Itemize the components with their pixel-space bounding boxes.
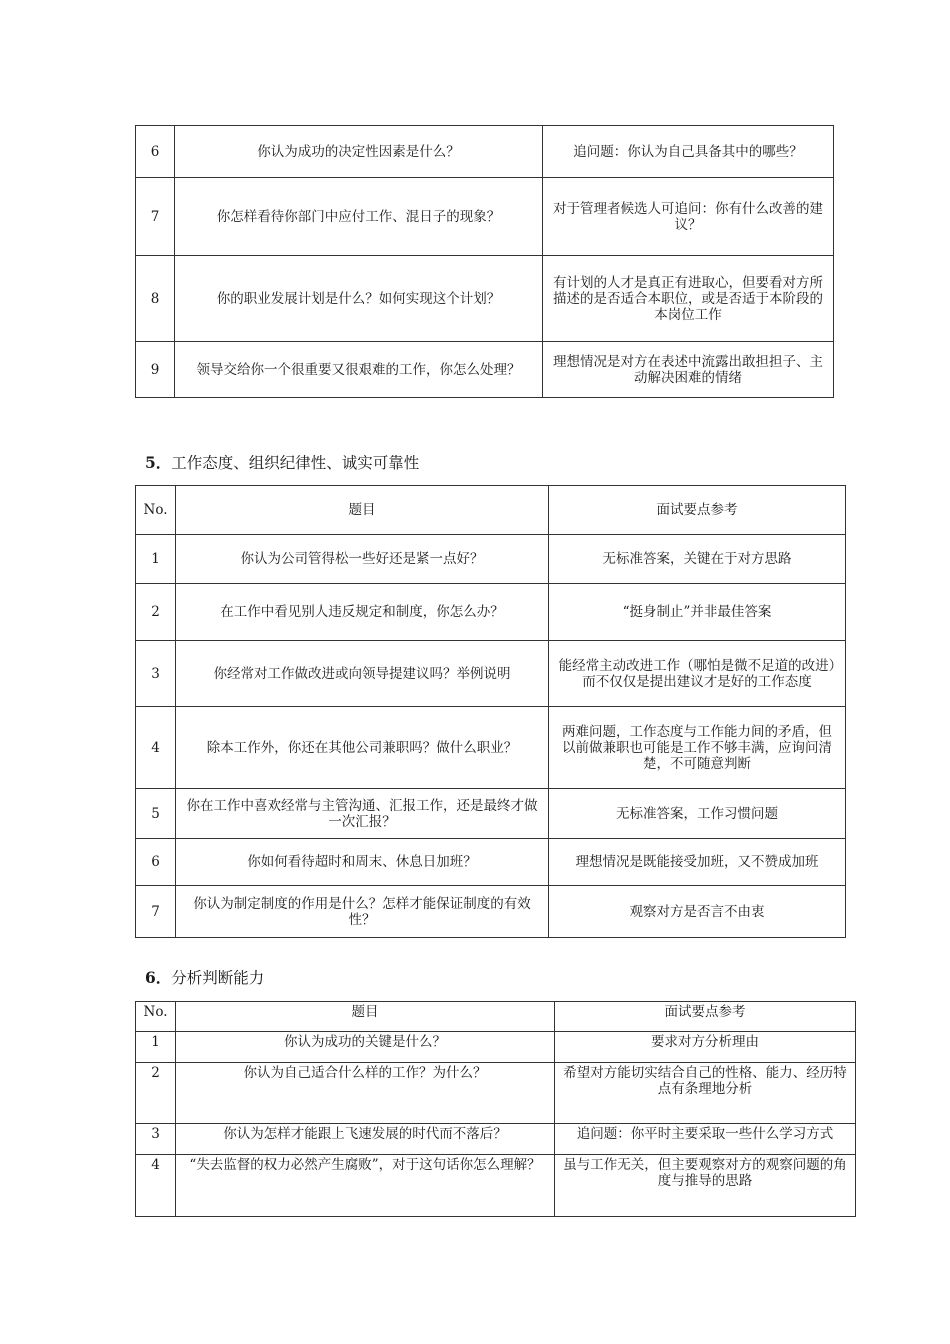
row-number: 1 (136, 535, 176, 584)
section6-heading (145, 966, 264, 988)
table-row (136, 584, 846, 641)
row-number: 6 (136, 839, 176, 886)
row-number: 7 (136, 886, 176, 938)
table-row (136, 535, 846, 584)
question-cell: 你认为成功的关键是什么？ (176, 1032, 555, 1063)
question-cell: 你经常对工作做改进或向领导提建议吗？举例说明 (176, 641, 549, 707)
row-number: 2 (136, 584, 176, 641)
table-header-row (136, 486, 846, 535)
row-number: 2 (136, 1063, 176, 1124)
table-row (136, 1063, 856, 1124)
row-number: 9 (136, 342, 175, 398)
question-cell: 你认为公司管得松一些好还是紧一点好？ (176, 535, 549, 584)
question-cell: 除本工作外，你还在其他公司兼职吗？做什么职业？ (176, 707, 549, 789)
table-row (136, 789, 846, 839)
table-row (136, 256, 834, 342)
question-cell: “失去监督的权力必然产生腐败”，对于这句话你怎么理解？ (176, 1155, 555, 1217)
table-row (136, 707, 846, 789)
question-cell: 你认为怎样才能跟上飞速发展的时代而不落后？ (176, 1124, 555, 1155)
header-question: 题目 (176, 486, 549, 535)
note-cell: 有计划的人才是真正有进取心，但要看对方所描述的是否适合本职位，或是否适于本阶段的本岗位工作 (543, 256, 834, 342)
question-cell: 你怎样看待你部门中应付工作、混日子的现象？ (175, 178, 543, 256)
row-number: 8 (136, 256, 175, 342)
row-number: 4 (136, 1155, 176, 1217)
table-section6 (135, 1001, 856, 1217)
question-cell: 领导交给你一个很重要又很艰难的工作，你怎么处理？ (175, 342, 543, 398)
row-number: 6 (136, 126, 175, 178)
row-number: 7 (136, 178, 175, 256)
note-cell: 希望对方能切实结合自己的性格、能力、经历特点有条理地分析 (555, 1063, 856, 1124)
question-cell: 你认为成功的决定性因素是什么？ (175, 126, 543, 178)
section5-number: 5． (145, 453, 172, 472)
table-section5 (135, 485, 846, 938)
table-row (136, 886, 846, 938)
note-cell: 无标准答案，工作习惯问题 (549, 789, 846, 839)
table-row (136, 178, 834, 256)
row-number: 1 (136, 1032, 176, 1063)
section5-title: 工作态度、组织纪律性、诚实可靠性 (171, 454, 420, 472)
table-row (136, 839, 846, 886)
note-cell: 能经常主动改进工作（哪怕是微不足道的改进）而不仅仅是提出建议才是好的工作态度 (549, 641, 846, 707)
note-cell: 理想情况是既能接受加班，又不赞成加班 (549, 839, 846, 886)
question-cell: 你认为自己适合什么样的工作？为什么？ (176, 1063, 555, 1124)
row-number: 4 (136, 707, 176, 789)
note-cell: 理想情况是对方在表述中流露出敢担担子、主动解决困难的情绪 (543, 342, 834, 398)
question-cell: 在工作中看见别人违反规定和制度，你怎么办？ (176, 584, 549, 641)
note-cell: 无标准答案，关键在于对方思路 (549, 535, 846, 584)
section6-title: 分析判断能力 (171, 969, 265, 987)
note-cell: 追问题：你平时主要采取一些什么学习方式 (555, 1124, 856, 1155)
table-header-row (136, 1002, 856, 1032)
row-number: 3 (136, 641, 176, 707)
note-cell: 追问题：你认为自己具备其中的哪些？ (543, 126, 834, 178)
note-cell: 对于管理者候选人可追问：你有什么改善的建议？ (543, 178, 834, 256)
table-section4-continued (135, 125, 834, 398)
question-cell: 你如何看待超时和周末、休息日加班？ (176, 839, 549, 886)
note-cell: 观察对方是否言不由衷 (549, 886, 846, 938)
note-cell: “挺身制止”并非最佳答案 (549, 584, 846, 641)
note-cell: 要求对方分析理由 (555, 1032, 856, 1063)
section5-heading (145, 451, 419, 473)
table-row (136, 641, 846, 707)
table-row (136, 1155, 856, 1217)
question-cell: 你在工作中喜欢经常与主管沟通、汇报工作，还是最终才做一次汇报？ (176, 789, 549, 839)
header-no: No. (136, 1002, 176, 1032)
row-number: 5 (136, 789, 176, 839)
question-cell: 你的职业发展计划是什么？如何实现这个计划？ (175, 256, 543, 342)
header-note: 面试要点参考 (549, 486, 846, 535)
header-note: 面试要点参考 (555, 1002, 856, 1032)
table-row (136, 342, 834, 398)
header-question: 题目 (176, 1002, 555, 1032)
row-number: 3 (136, 1124, 176, 1155)
note-cell: 虽与工作无关，但主要观察对方的观察问题的角度与推导的思路 (555, 1155, 856, 1217)
table-row (136, 1032, 856, 1063)
header-no: No. (136, 486, 176, 535)
table-row (136, 126, 834, 178)
table-row (136, 1124, 856, 1155)
note-cell: 两难问题，工作态度与工作能力间的矛盾，但以前做兼职也可能是工作不够丰满，应询问清楚，不可随意判断 (549, 707, 846, 789)
question-cell: 你认为制定制度的作用是什么？怎样才能保证制度的有效性？ (176, 886, 549, 938)
section6-number: 6． (145, 968, 172, 987)
